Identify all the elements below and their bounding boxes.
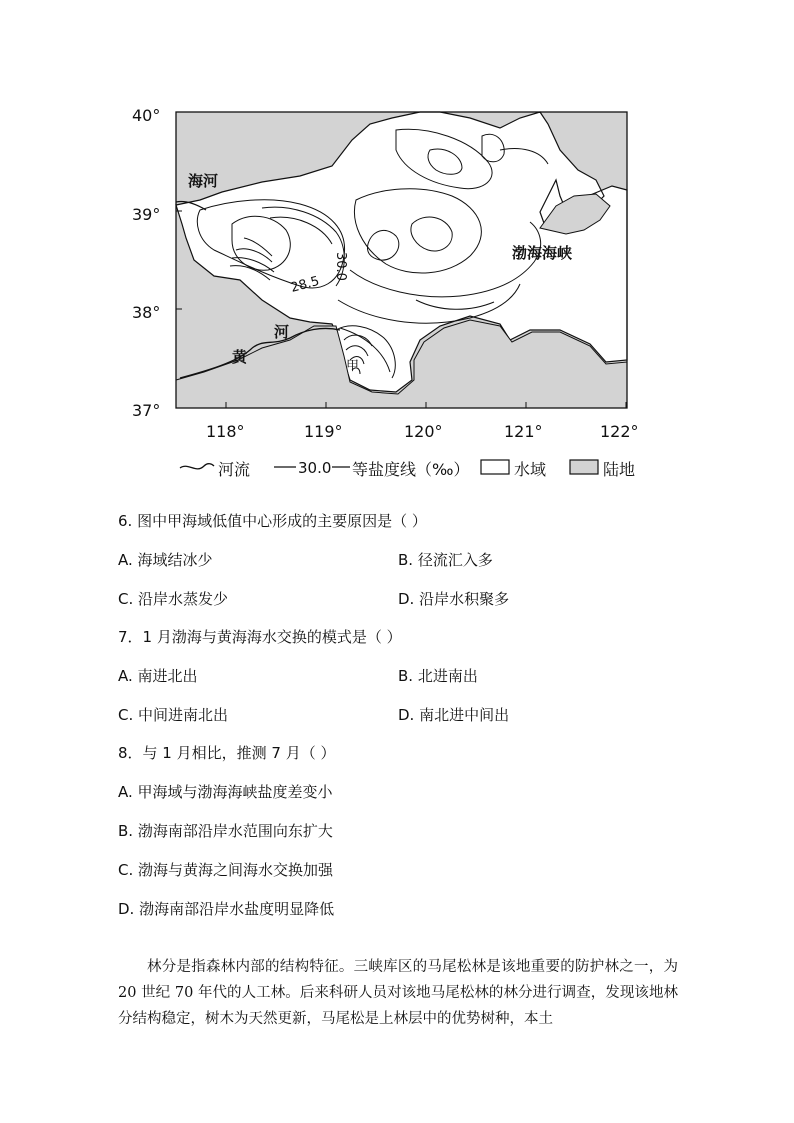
question-8-option-b[interactable]: B. 渤海南部沿岸水范围向东扩大 bbox=[118, 822, 333, 840]
legend-land-swatch bbox=[570, 460, 598, 474]
bohai-salinity-map bbox=[0, 0, 794, 490]
label-he: 河 bbox=[274, 323, 290, 341]
question-6-option-a[interactable]: A. 海域结冰少 bbox=[118, 551, 213, 569]
legend-isoline-value: 30.0 bbox=[298, 459, 332, 477]
lat-label-38: 38° bbox=[132, 303, 161, 322]
question-6-option-d[interactable]: D. 沿岸水积聚多 bbox=[398, 590, 510, 608]
contour-label-30: 30.0 bbox=[333, 252, 348, 281]
question-7-option-c[interactable]: C. 中间进南北出 bbox=[118, 706, 229, 724]
legend-land-label: 陆地 bbox=[603, 460, 636, 479]
label-bohai-strait: 渤海海峡 bbox=[512, 244, 573, 262]
question-7-stem: 7．1 月渤海与黄海海水交换的模式是（ ） bbox=[118, 628, 402, 646]
question-7-option-b[interactable]: B. 北进南出 bbox=[398, 667, 478, 685]
label-jia: 甲 bbox=[346, 359, 360, 374]
lon-label-120: 120° bbox=[404, 422, 443, 441]
question-6-stem: 6. 图中甲海域低值中心形成的主要原因是（ ） bbox=[118, 512, 427, 530]
question-6-option-b[interactable]: B. 径流汇入多 bbox=[398, 551, 493, 569]
legend-river-icon bbox=[180, 464, 214, 469]
reading-passage bbox=[118, 954, 678, 1032]
legend-isoline-label: 等盐度线（‰） bbox=[352, 460, 470, 479]
passage-text: 林分是指森林内部的结构特征。三峡库区的马尾松林是该地重要的防护林之一，为 20 世纪 70 年代的人工林。后来科研人员对该地马尾松林的林分进行调查，发现该地林分结构稳定，树木为天然更新，马尾松是上林层中的优势树种，本土 bbox=[118, 959, 678, 1027]
legend-river-label: 河流 bbox=[218, 460, 251, 479]
lat-label-37: 37° bbox=[132, 401, 161, 420]
question-8-stem: 8．与 1 月相比，推测 7 月（ ） bbox=[118, 744, 336, 762]
question-7-option-a[interactable]: A. 南进北出 bbox=[118, 667, 198, 685]
question-7-option-d[interactable]: D. 南北进中间出 bbox=[398, 706, 510, 724]
question-6-option-c[interactable]: C. 沿岸水蒸发少 bbox=[118, 590, 229, 608]
lon-label-119: 119° bbox=[304, 422, 343, 441]
label-haihe: 海河 bbox=[188, 172, 219, 190]
lon-label-121: 121° bbox=[504, 422, 543, 441]
legend-water-label: 水域 bbox=[514, 460, 547, 479]
lat-label-39: 39° bbox=[132, 205, 161, 224]
label-huang: 黄 bbox=[232, 348, 248, 366]
question-8-option-d[interactable]: D. 渤海南部沿岸水盐度明显降低 bbox=[118, 900, 335, 918]
lat-label-40: 40° bbox=[132, 106, 161, 125]
question-8-option-a[interactable]: A. 甲海域与渤海海峡盐度差变小 bbox=[118, 783, 333, 801]
legend-water-swatch bbox=[481, 460, 509, 474]
lon-label-118: 118° bbox=[206, 422, 245, 441]
lon-label-122: 122° bbox=[600, 422, 639, 441]
legend bbox=[180, 459, 635, 479]
question-8-option-c[interactable]: C. 渤海与黄海之间海水交换加强 bbox=[118, 861, 334, 879]
contour-label-285: 28.5 bbox=[289, 273, 322, 296]
